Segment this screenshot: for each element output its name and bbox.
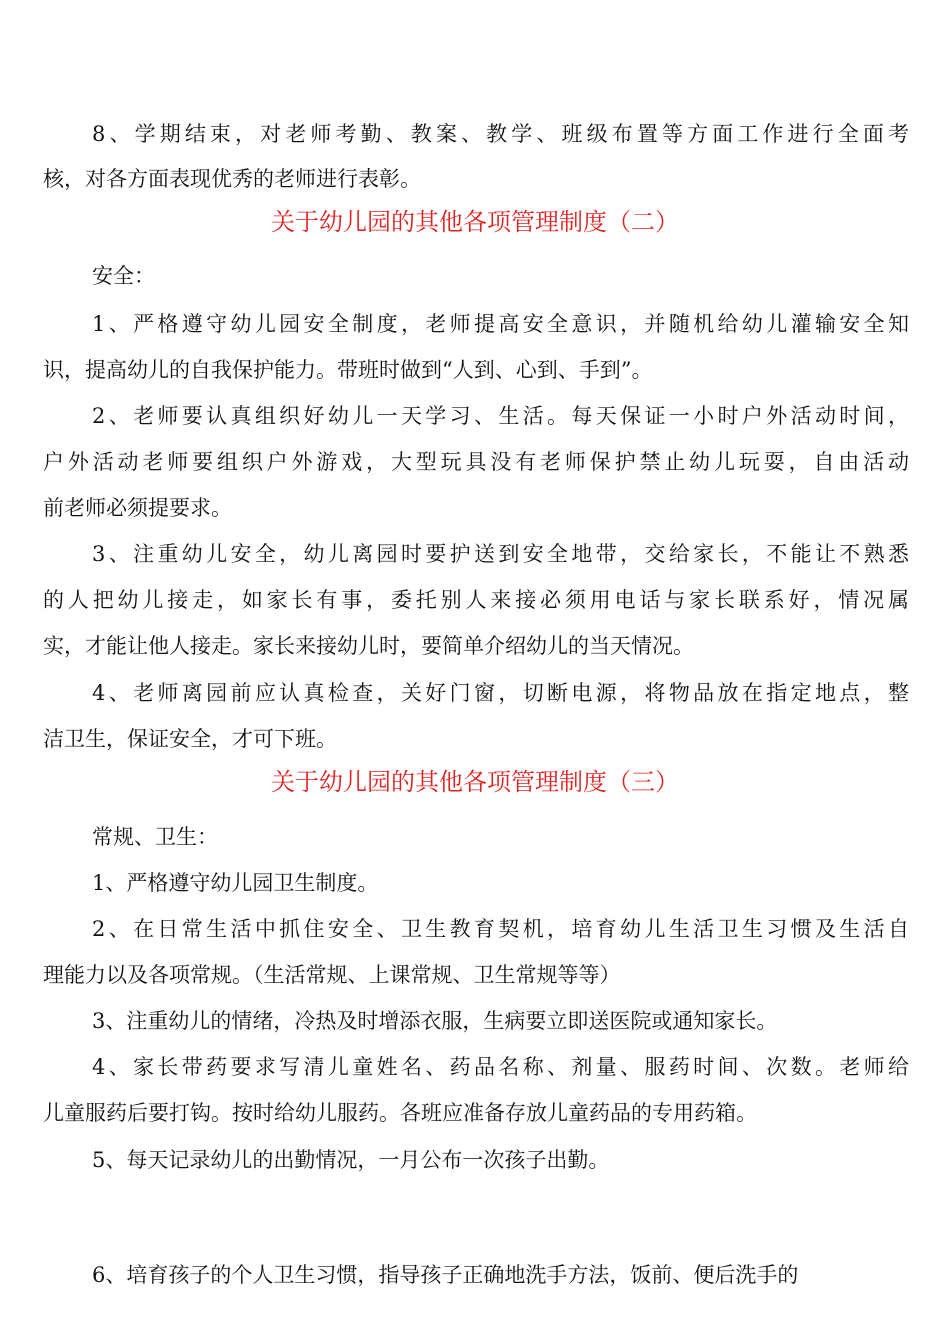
s2-item-1-line-2: 识，提高幼儿的自我保护能力。带班时做到“人到、心到、手到”。 [43,358,653,382]
s3-item-2-line-1: 2、在日常生活中抓住安全、卫生教育契机，培育幼儿生活卫生习惯及生活自 [92,917,909,941]
section-2-intro: 安全： [92,264,155,288]
s3-item-4-line-2: 儿童服药后要打钩。按时给幼儿服药。各班应准备存放儿童药品的专用药箱。 [43,1101,757,1125]
s3-item-6-line-1: 6、培育孩子的个人卫生习惯，指导孩子正确地洗手方法，饭前、便后洗手的 [92,1263,799,1287]
s2-item-2-line-3: 前老师必须提要求。 [43,496,232,520]
s2-item-2-line-2: 户外活动老师要组织户外游戏，大型玩具没有老师保护禁止幼儿玩耍，自由活动 [43,450,909,474]
s2-item-2-line-1: 2、老师要认真组织好幼儿一天学习、生活。每天保证一小时户外活动时间， [92,404,909,428]
s2-item-4-line-2: 洁卫生，保证安全，才可下班。 [43,727,337,751]
s3-item-3-line-1: 3、注重幼儿的情绪，冷热及时增添衣服，生病要立即送医院或通知家长。 [92,1009,778,1033]
s2-item-4-line-1: 4、老师离园前应认真检查，关好门窗，切断电源，将物品放在指定地点，整 [92,681,909,705]
section-2-title: 关于幼儿园的其他各项管理制度（二） [271,208,679,236]
s3-item-5-line-1: 5、每天记录幼儿的出勤情况，一月公布一次孩子出勤。 [92,1148,610,1172]
s2-item-3-line-1: 3、注重幼儿安全，幼儿离园时要护送到安全地带，交给家长，不能让不熟悉 [92,542,909,566]
s3-item-2-line-2: 理能力以及各项常规。（生活常规、上课常规、卫生常规等等） [43,963,621,987]
section-3-intro: 常规、卫生： [92,825,218,849]
s2-item-3-line-2: 的人把幼儿接走，如家长有事，委托别人来接必须用电话与家长联系好，情况属 [43,588,909,612]
item-8-line-1: 8、学期结束，对老师考勤、教案、教学、班级布置等方面工作进行全面考 [92,122,909,146]
s2-item-3-line-3: 实，才能让他人接走。家长来接幼儿时，要简单介绍幼儿的当天情况。 [43,634,694,658]
item-8-line-2: 核，对各方面表现优秀的老师进行表彰。 [43,167,421,191]
s3-item-4-line-1: 4、家长带药要求写清儿童姓名、药品名称、剂量、服药时间、次数。老师给 [92,1055,909,1079]
s2-item-1-line-1: 1、严格遵守幼儿园安全制度，老师提高安全意识，并随机给幼儿灌输安全知 [92,312,909,336]
section-3-title: 关于幼儿园的其他各项管理制度（三） [271,768,679,796]
s3-item-1-line-1: 1、严格遵守幼儿园卫生制度。 [92,871,379,895]
